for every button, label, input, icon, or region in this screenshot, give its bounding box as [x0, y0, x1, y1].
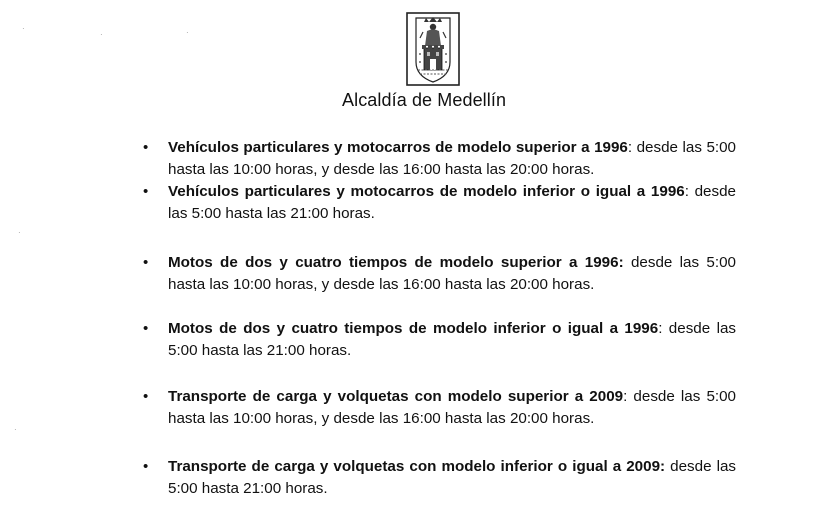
item-title: Motos de dos y cuatro tiempos de modelo superior a 1996: [168, 254, 624, 271]
item-detail: desde las 5:00 hasta 21:00 horas. [168, 458, 737, 497]
scan-speck: · [18, 228, 21, 237]
list-item [143, 137, 736, 181]
item-detail: : desde las 5:00 hasta las 10:00 horas, y desde las 16:00 hasta las 20:00 horas. [168, 139, 736, 178]
bullet: • [143, 183, 149, 200]
item-detail: desde las 5:00 hasta las 10:00 horas, y desde las 16:00 hasta las 20:00 horas. [168, 254, 736, 293]
bullet: • [143, 254, 149, 271]
bullet: • [143, 320, 149, 337]
item-title: Vehículos particulares y motocarros de modelo inferior o igual a 1996 [168, 183, 685, 200]
list-item [143, 456, 737, 500]
scan-speck: · [186, 28, 189, 37]
item-detail: : desde las 5:00 hasta las 10:00 horas, y desde las 16:00 hasta las 20:00 horas. [168, 388, 737, 427]
item-detail: : desde las 5:00 hasta las 21:00 horas. [168, 320, 736, 359]
list-item [143, 318, 736, 362]
scan-speck: · [14, 425, 17, 434]
list-item [143, 181, 736, 225]
list-item [143, 386, 737, 430]
item-title: Transporte de carga y volquetas con modelo superior a 2009 [168, 388, 624, 405]
bullet: • [143, 458, 149, 475]
item-title: Vehículos particulares y motocarros de modelo superior a 1996 [168, 139, 628, 156]
bullet: • [143, 139, 149, 156]
scan-speck: · [100, 30, 103, 39]
list-item [143, 252, 736, 296]
scan-speck: · [22, 24, 25, 33]
item-title: Motos de dos y cuatro tiempos de modelo inferior o igual a 1996 [168, 320, 659, 337]
organization-name: Alcaldía de Medellín [342, 90, 507, 110]
item-title: Transporte de carga y volquetas con modelo inferior o igual a 2009: [168, 458, 666, 475]
item-detail: : desde las 5:00 hasta las 21:00 horas. [168, 183, 736, 222]
bullet: • [143, 388, 149, 405]
